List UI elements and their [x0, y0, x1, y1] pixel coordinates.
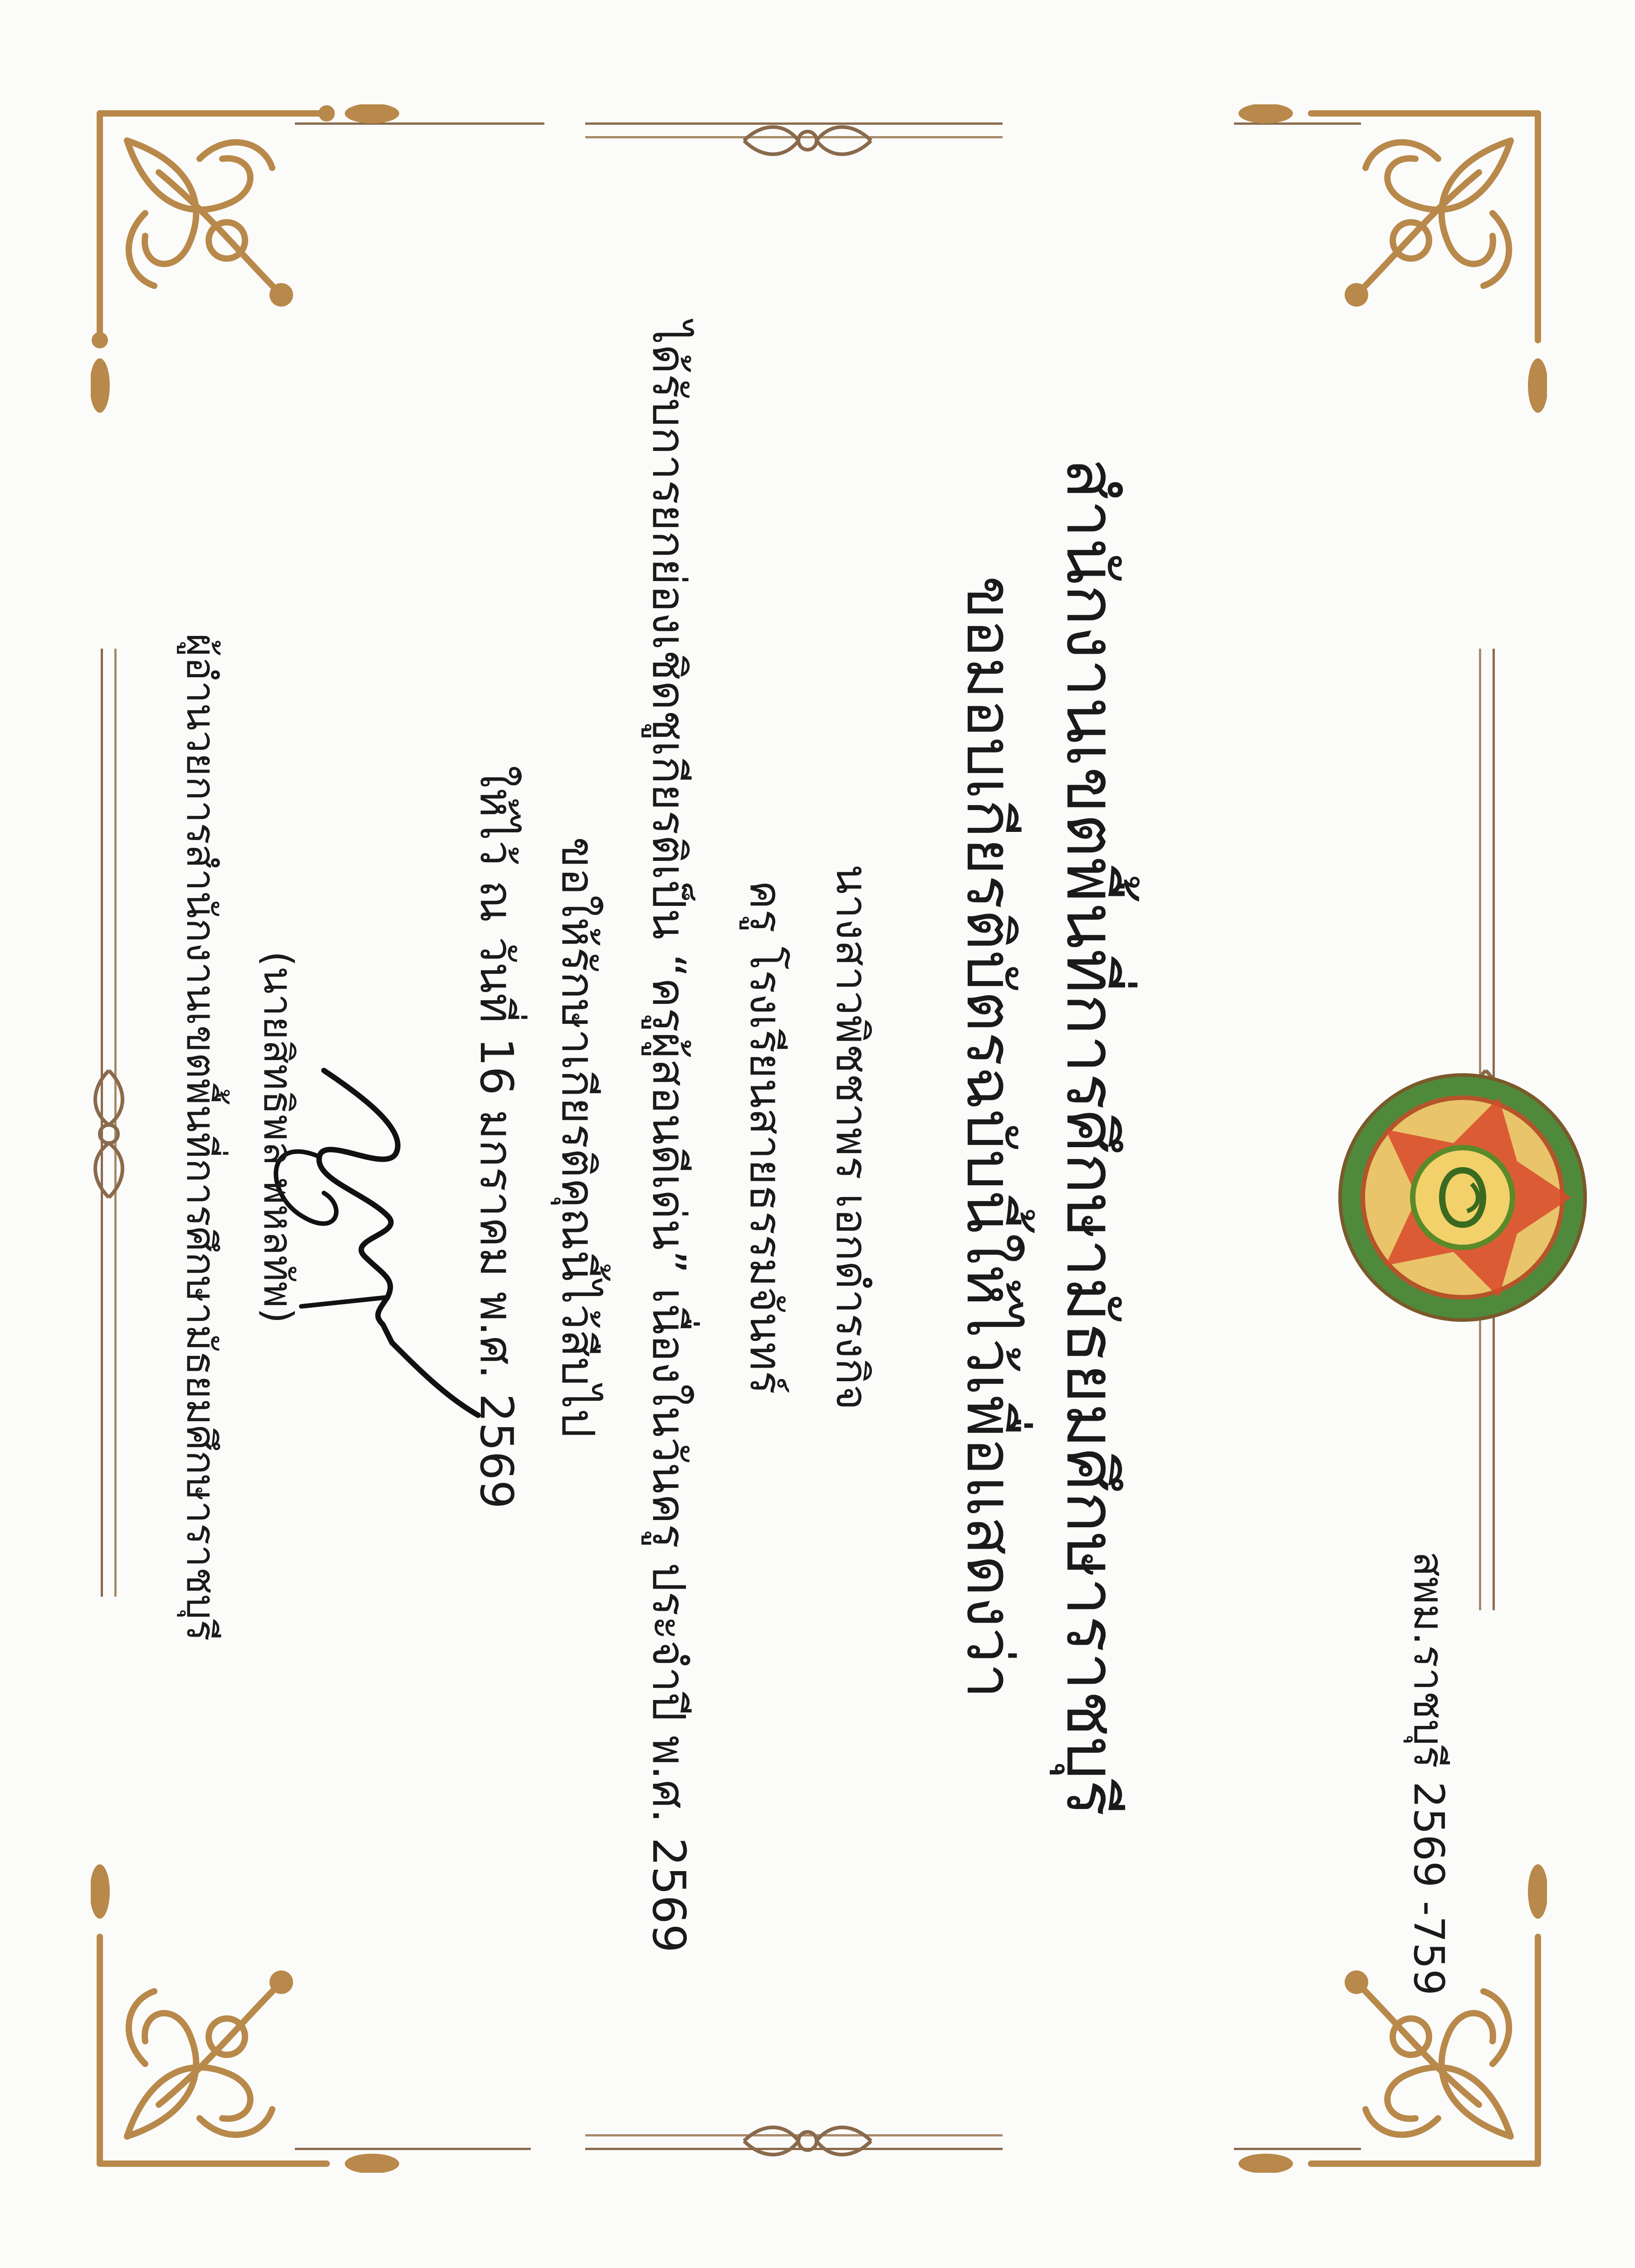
certificate-title-statement: ขอมอบเกียรติบัตรฉบับนี้ให้ไว้เพื่อแสดงว่า: [952, 576, 1026, 1699]
award-description: ได้รับการยกย่องเชิดชูเกียรติเป็น “ครูผู้สอนดีเด่น” เนื่องในวันครู ประจำปี พ.ศ. 2569: [642, 321, 695, 1953]
signer-name: (นายสิทธิพล พหลทัพ): [255, 951, 302, 1324]
recipient-name: นางสาวพิชชาพร เอกดำรงกิจ: [827, 864, 877, 1410]
recipient-position: ครู โรงเรียนสายธรรมจันทร์: [740, 880, 791, 1394]
obec-emblem-icon: [1336, 1070, 1590, 1325]
certificate-title-issuer: สำนักงานเขตพื้นที่การศึกษามัธยมศึกษาราชบุรี: [1051, 458, 1130, 1817]
issue-date: ให้ไว้ ณ วันที่ 16 มกราคม พ.ศ. 2569: [470, 765, 523, 1509]
signer-position: ผู้อำนวยการสำนักงานเขตพื้นที่การศึกษามัธยมศึกษาราชบุรี: [178, 633, 225, 1641]
document-number: สพม.ราชบุรี 2569 -759: [1405, 1551, 1453, 1996]
blessing-line: ขอให้รักษาเกียรติคุณนี้ไว้สืบไป: [552, 836, 605, 1438]
